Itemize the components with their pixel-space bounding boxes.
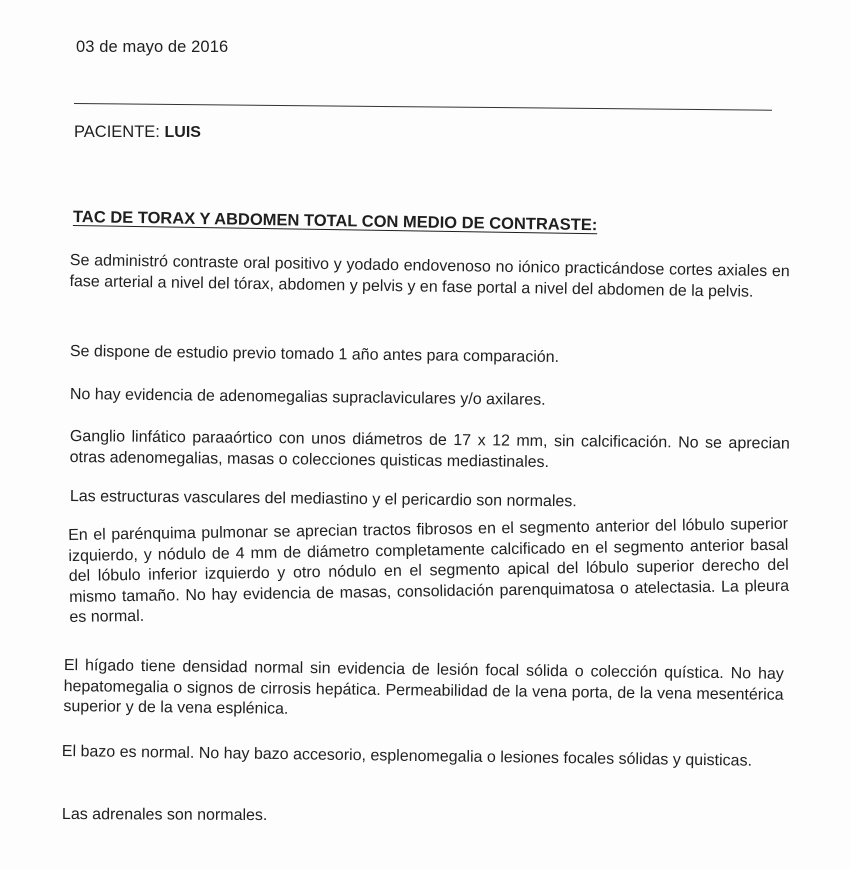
report-title: TAC DE TORAX Y ABDOMEN TOTAL CON MEDIO DE CONTRASTE: bbox=[72, 208, 598, 235]
paragraph-adenomegalias: No hay evidencia de adenomegalias supraclaviculares y/o axilares. bbox=[69, 385, 546, 409]
report-date: 03 de mayo de 2016 bbox=[76, 38, 229, 56]
patient-name: LUIS bbox=[164, 124, 201, 141]
paragraph-previous-study: Se dispone de estudio previo tomado 1 año antes para comparación. bbox=[69, 342, 560, 366]
paragraph-parenquima: En el parénquima pulmonar se aprecian tractos fibrosos en el segmento anterior del lóbulo superior izquierdo, y nódulo de 4 mm de diámetro completamente calcificado en el segmento anterior basal del lóbulo inferior izquierdo y otro nódulo en el segmento apical del lóbulo superior derecho del mismo tamaño. No hay evidencia de masas, consolidación parenquimatosa o atelectasia. La pleura es normal. bbox=[68, 515, 790, 626]
paragraph-adrenales: Las adrenales son normales. bbox=[61, 806, 268, 825]
paragraph-ganglio: Ganglio linfático paraaórtico con unos diámetros de 17 x 12 mm, sin calcificación. No se aprecian otras adenomegalias, masas o colecciones quisticas mediastinales. bbox=[69, 427, 790, 471]
patient-label: PACIENTE: bbox=[74, 123, 160, 141]
patient-line bbox=[74, 123, 201, 142]
paragraph-mediastino: Las estructuras vasculares del mediastino y el pericardio son normales. bbox=[69, 487, 577, 511]
paragraph-contrast: Se administró contraste oral positivo y yodado endovenoso no iónico practicándose cortes axiales en fase arterial a nivel del tórax, abdomen y pelvis y en fase portal a nivel del abdomen de la pelvis. bbox=[69, 251, 790, 301]
paragraph-bazo: El bazo es normal. No hay bazo accesorio, esplenomegalia o lesiones focales sólidas y quisticas. bbox=[61, 742, 753, 770]
paragraph-higado: El hígado tiene densidad normal sin evidencia de lesión focal sólida o colección quística. No hay hepatomegalia o signos de cirrosis hepática. Permeabilidad de la vena porta, de la vena mesentérica superior y de la vena esplénica. bbox=[63, 656, 784, 718]
header-divider bbox=[74, 103, 772, 111]
